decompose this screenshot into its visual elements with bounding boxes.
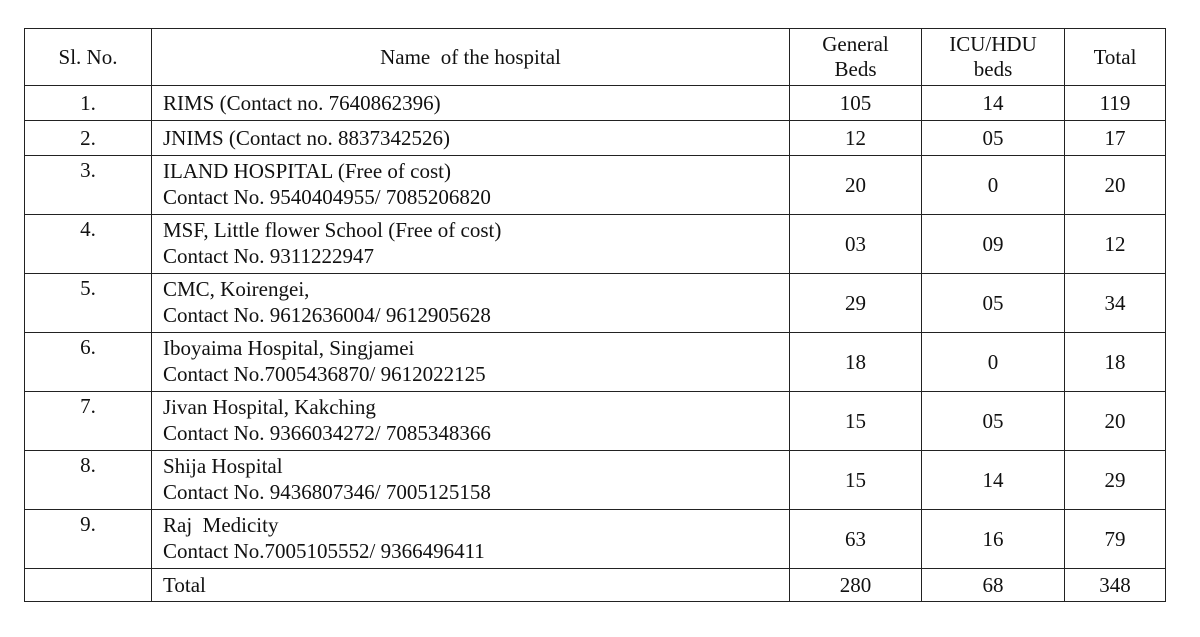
row-sl-no: 3. xyxy=(25,156,152,215)
row-icu-beds: 05 xyxy=(922,274,1065,333)
row-sl-no: 9. xyxy=(25,510,152,569)
totals-sl-empty xyxy=(25,569,152,602)
header-icu-beds-line2: beds xyxy=(973,57,1013,81)
table-row xyxy=(25,392,1166,451)
totals-icu-beds: 68 xyxy=(922,569,1065,602)
row-total: 20 xyxy=(1065,156,1166,215)
hospital-beds-table-wrapper xyxy=(24,28,1166,602)
row-total: 119 xyxy=(1065,86,1166,121)
row-hospital-name xyxy=(152,156,790,215)
row-icu-beds: 14 xyxy=(922,86,1065,121)
totals-row xyxy=(25,569,1166,602)
row-hospital-name xyxy=(152,86,790,121)
row-total: 18 xyxy=(1065,333,1166,392)
table-row xyxy=(25,333,1166,392)
row-hospital-name xyxy=(152,451,790,510)
hospital-contact-line: Contact No.7005105552/ 9366496411 xyxy=(163,539,485,563)
header-icu-beds xyxy=(922,29,1065,86)
row-total: 79 xyxy=(1065,510,1166,569)
table-row xyxy=(25,156,1166,215)
row-sl-no: 8. xyxy=(25,451,152,510)
hospital-contact-line: Contact No.7005436870/ 9612022125 xyxy=(163,362,486,386)
header-general-beds xyxy=(790,29,922,86)
row-total: 20 xyxy=(1065,392,1166,451)
row-icu-beds: 0 xyxy=(922,333,1065,392)
row-hospital-name xyxy=(152,121,790,156)
table-body xyxy=(25,86,1166,602)
table-row xyxy=(25,86,1166,121)
row-total: 17 xyxy=(1065,121,1166,156)
row-sl-no: 6. xyxy=(25,333,152,392)
row-hospital-name xyxy=(152,215,790,274)
hospital-contact-line: Contact No. 9311222947 xyxy=(163,244,374,268)
row-general-beds: 15 xyxy=(790,451,922,510)
row-general-beds: 15 xyxy=(790,392,922,451)
table-row xyxy=(25,215,1166,274)
row-general-beds: 20 xyxy=(790,156,922,215)
row-general-beds: 29 xyxy=(790,274,922,333)
row-general-beds: 12 xyxy=(790,121,922,156)
row-icu-beds: 05 xyxy=(922,121,1065,156)
header-icu-beds-line1: ICU/HDU xyxy=(949,32,1037,56)
row-sl-no: 5. xyxy=(25,274,152,333)
header-general-beds-line1: General xyxy=(822,32,889,56)
hospital-contact-line: Contact No. 9366034272/ 7085348366 xyxy=(163,421,491,445)
hospital-contact-line: Contact No. 9436807346/ 7005125158 xyxy=(163,480,491,504)
row-icu-beds: 05 xyxy=(922,392,1065,451)
table-row xyxy=(25,451,1166,510)
row-hospital-name xyxy=(152,510,790,569)
row-general-beds: 03 xyxy=(790,215,922,274)
table-row xyxy=(25,274,1166,333)
totals-label: Total xyxy=(152,569,790,602)
header-row xyxy=(25,29,1166,86)
hospital-beds-table xyxy=(24,28,1166,602)
row-hospital-name xyxy=(152,274,790,333)
row-sl-no: 1. xyxy=(25,86,152,121)
row-general-beds: 63 xyxy=(790,510,922,569)
row-total: 12 xyxy=(1065,215,1166,274)
hospital-name-line1: CMC, Koirengei, xyxy=(163,277,310,301)
hospital-name-line1: ILAND HOSPITAL (Free of cost) xyxy=(163,159,451,183)
row-sl-no: 2. xyxy=(25,121,152,156)
hospital-name-line1: RIMS (Contact no. 7640862396) xyxy=(163,91,441,115)
hospital-name-line1: MSF, Little flower School (Free of cost) xyxy=(163,218,502,242)
table-row xyxy=(25,510,1166,569)
row-hospital-name xyxy=(152,392,790,451)
table-header xyxy=(25,29,1166,86)
row-icu-beds: 14 xyxy=(922,451,1065,510)
header-total: Total xyxy=(1065,29,1166,86)
hospital-name-line1: JNIMS (Contact no. 8837342526) xyxy=(163,126,450,150)
table-row xyxy=(25,121,1166,156)
row-hospital-name xyxy=(152,333,790,392)
hospital-name-line1: Shija Hospital xyxy=(163,454,283,478)
row-total: 34 xyxy=(1065,274,1166,333)
header-hospital-name: Name of the hospital xyxy=(152,29,790,86)
row-sl-no: 4. xyxy=(25,215,152,274)
hospital-name-line1: Raj Medicity xyxy=(163,513,279,537)
row-total: 29 xyxy=(1065,451,1166,510)
row-icu-beds: 0 xyxy=(922,156,1065,215)
header-sl-no: Sl. No. xyxy=(25,29,152,86)
row-sl-no: 7. xyxy=(25,392,152,451)
totals-total: 348 xyxy=(1065,569,1166,602)
row-general-beds: 105 xyxy=(790,86,922,121)
hospital-contact-line: Contact No. 9540404955/ 7085206820 xyxy=(163,185,491,209)
row-general-beds: 18 xyxy=(790,333,922,392)
row-icu-beds: 09 xyxy=(922,215,1065,274)
hospital-contact-line: Contact No. 9612636004/ 9612905628 xyxy=(163,303,491,327)
row-icu-beds: 16 xyxy=(922,510,1065,569)
hospital-name-line1: Jivan Hospital, Kakching xyxy=(163,395,376,419)
header-general-beds-line2: Beds xyxy=(834,57,877,81)
hospital-name-line1: Iboyaima Hospital, Singjamei xyxy=(163,336,415,360)
totals-general-beds: 280 xyxy=(790,569,922,602)
